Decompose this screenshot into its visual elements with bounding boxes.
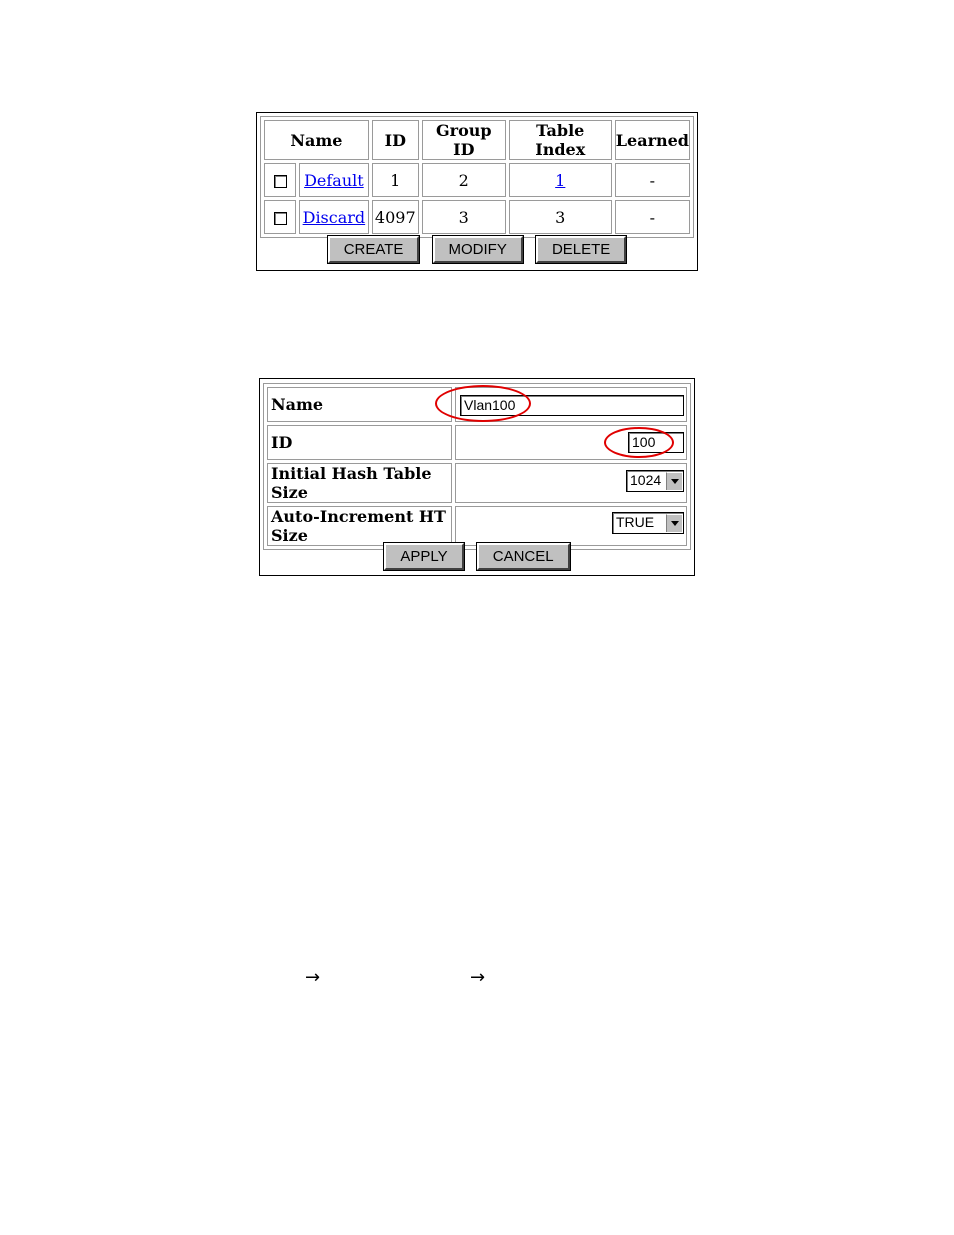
hash-size-select[interactable] [626,470,684,492]
learned-cell: - [615,200,690,234]
id-label: ID [267,425,452,460]
arrow-right-icon: → [305,967,321,988]
id-cell: 1 [372,163,419,197]
col-learned: Learned [615,120,690,160]
table-index-link[interactable]: 1 [555,170,566,190]
annotation-ellipse-id [604,427,674,458]
vlan-list-actions [257,236,697,263]
vlan-link-discard[interactable]: Discard [302,207,366,227]
hash-size-cell [455,463,687,503]
cancel-button[interactable]: CANCEL [477,543,570,570]
annotation-ellipse-name [435,385,531,422]
name-label: Name [267,387,452,422]
form-row-auto [267,506,687,546]
id-input[interactable]: 100 [628,432,684,453]
auto-increment-label: Auto-Increment HT Size [267,506,452,546]
col-name: Name [264,120,369,160]
learned-cell: - [615,163,690,197]
vlan-form-actions [260,543,694,570]
chevron-down-icon[interactable] [666,472,682,490]
create-button[interactable]: CREATE [328,236,420,263]
table-index-cell [509,163,612,197]
delete-button[interactable]: DELETE [536,236,626,263]
hash-size-label: Initial Hash Table Size [267,463,452,503]
row-select-cell [264,200,296,234]
name-cell [299,163,369,197]
form-row-hash [267,463,687,503]
name-cell [299,200,369,234]
group-id-cell: 3 [422,200,506,234]
vlan-list-panel [256,112,698,271]
auto-increment-cell [455,506,687,546]
name-input[interactable]: Vlan100 [460,395,684,416]
apply-button[interactable]: APPLY [384,543,463,570]
vlan-table-header [264,120,690,160]
table-row [264,200,690,234]
row-checkbox-discard[interactable] [274,212,287,225]
chevron-down-icon[interactable] [666,514,682,532]
vlan-table [260,116,694,238]
arrow-right-icon: → [470,967,486,988]
col-group-id: Group ID [422,120,506,160]
auto-increment-select[interactable] [612,512,684,534]
modify-button[interactable]: MODIFY [433,236,523,263]
col-table-index: Table Index [509,120,612,160]
group-id-cell: 2 [422,163,506,197]
table-row [264,163,690,197]
table-index-cell: 3 [509,200,612,234]
col-id: ID [372,120,419,160]
id-cell: 4097 [372,200,419,234]
hash-size-value: 1024 [630,472,662,488]
vlan-link-default[interactable]: Default [304,170,364,190]
auto-increment-value: TRUE [616,514,655,530]
row-checkbox-default[interactable] [274,175,287,188]
row-select-cell [264,163,296,197]
